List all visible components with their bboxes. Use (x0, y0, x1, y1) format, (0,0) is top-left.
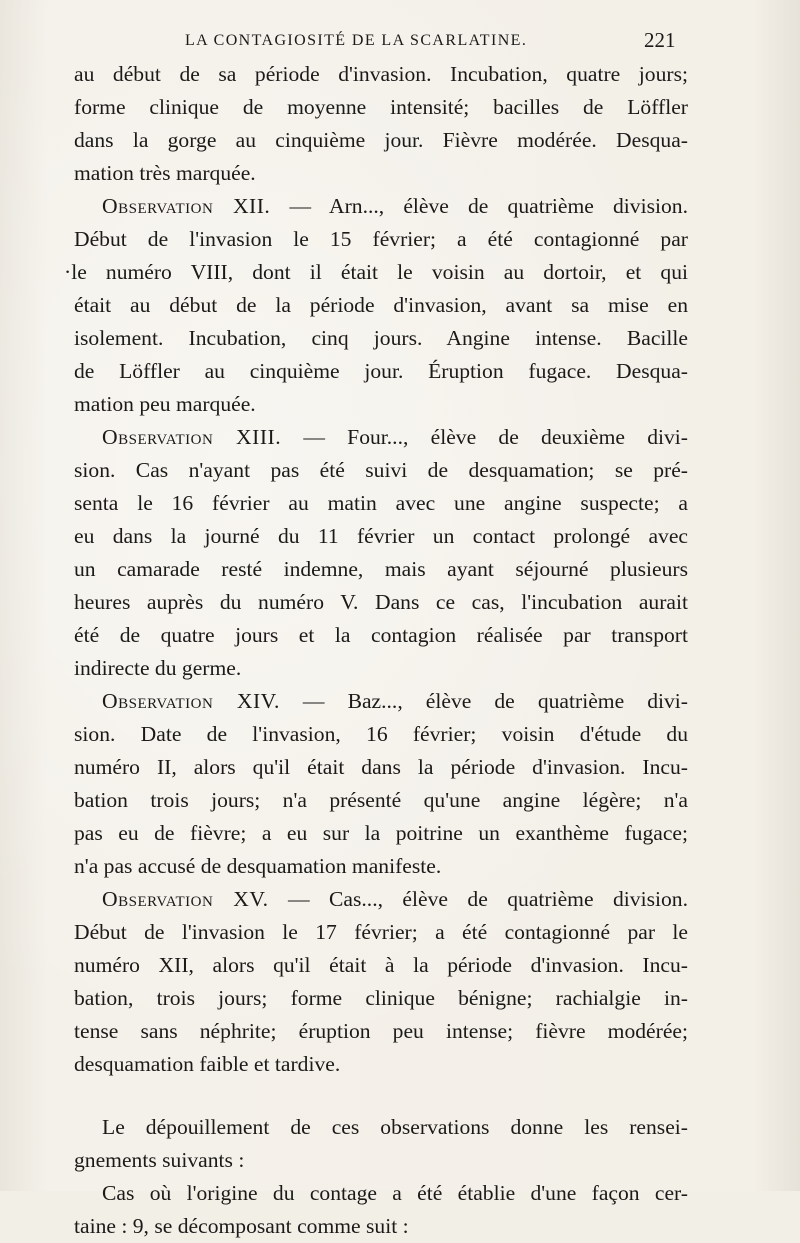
observation-label: Observation XV. (102, 887, 269, 911)
text-line: Début de l'invasion le 15 février; a été contagionné par (74, 227, 688, 251)
text-line: heures auprès du numéro V. Dans ce cas, l'incubation aurait (74, 590, 688, 614)
text-fragment: — Four..., élève de deuxième divi- (281, 425, 688, 449)
text-line: desquamation faible et tardive. (74, 1052, 341, 1076)
paragraph-observation-xv (74, 883, 688, 1081)
text-line: un camarade resté indemne, mais ayant séjourné plusieurs (74, 557, 688, 581)
text-line: pas eu de fièvre; a eu sur la poitrine un exanthème fugace; (74, 821, 688, 845)
text-line: indirecte du germe. (74, 656, 242, 680)
page-header (0, 30, 800, 56)
text-line (74, 421, 688, 454)
text-line: était au début de la période d'invasion, avant sa mise en (74, 293, 688, 317)
text-line (74, 190, 688, 223)
paragraph-observation-xiii (74, 421, 688, 685)
text-line: tense sans néphrite; éruption peu intense; fièvre modérée; (74, 1019, 688, 1043)
body-text (64, 58, 688, 1243)
observation-label: Observation XIII. (102, 425, 282, 449)
text-line: sion. Date de l'invasion, 16 février; voisin d'étude du (74, 722, 688, 746)
text-line: bation, trois jours; forme clinique bénigne; rachialgie in- (74, 986, 688, 1010)
running-title: LA CONTAGIOSITÉ DE LA SCARLATINE. (185, 32, 528, 49)
text-line: forme clinique de moyenne intensité; bacilles de Löffler (74, 95, 688, 119)
text-line: gnements suivants : (74, 1148, 245, 1172)
text-line: dans la gorge au cinquième jour. Fièvre modérée. Desqua- (74, 128, 688, 152)
text-line (74, 685, 688, 718)
text-line: taine : 9, se décomposant comme suit : (74, 1214, 409, 1238)
text-line: de Löffler au cinquième jour. Éruption fugace. Desqua- (74, 359, 688, 383)
paragraph-cases (74, 1177, 688, 1243)
text-line: senta le 16 février au matin avec une angine suspecte; a (74, 491, 688, 515)
paragraph-continuation (74, 58, 688, 190)
text-line: Début de l'invasion le 17 février; a été contagionné par le (74, 920, 688, 944)
text-line: été de quatre jours et la contagion réalisée par transport (74, 623, 688, 647)
text-line: eu dans la journé du 11 février un contact prolongé avec (74, 524, 688, 548)
text-fragment: — Cas..., élève de quatrième division. (268, 887, 688, 911)
paragraph-observation-xii (64, 190, 688, 421)
text-line: bation trois jours; n'a présenté qu'une angine légère; n'a (74, 788, 688, 812)
text-line (74, 883, 688, 916)
paragraph-observation-xiv (74, 685, 688, 883)
text-line: mation très marquée. (74, 161, 256, 185)
text-line: numéro XII, alors qu'il était à la période d'invasion. Incu- (74, 953, 688, 977)
observation-label: Observation XIV. (102, 689, 280, 713)
text-line: sion. Cas n'ayant pas été suivi de desquamation; se pré- (74, 458, 688, 482)
text-fragment: — Arn..., élève de quatrième division. (270, 194, 688, 218)
text-line: mation peu marquée. (74, 392, 256, 416)
text-fragment: — Baz..., élève de quatrième divi- (279, 689, 688, 713)
text-line: Cas où l'origine du contage a été établie d'une façon cer- (102, 1181, 688, 1205)
text-line: n'a pas accusé de desquamation manifeste. (74, 854, 442, 878)
observation-label: Observation XII. (102, 194, 271, 218)
text-line: isolement. Incubation, cinq jours. Angine intense. Bacille (74, 326, 688, 350)
text-line: numéro II, alors qu'il était dans la période d'invasion. Incu- (74, 755, 688, 779)
text-line: ·le numéro VIII, dont il était le voisin au dortoir, et qui (64, 260, 688, 284)
text-line: au début de sa période d'invasion. Incubation, quatre jours; (74, 62, 688, 86)
page-number: 221 (644, 28, 676, 52)
paragraph-gap (74, 1081, 688, 1111)
text-line: Le dépouillement de ces observations donne les rensei- (102, 1115, 688, 1139)
paragraph-summary (74, 1111, 688, 1177)
